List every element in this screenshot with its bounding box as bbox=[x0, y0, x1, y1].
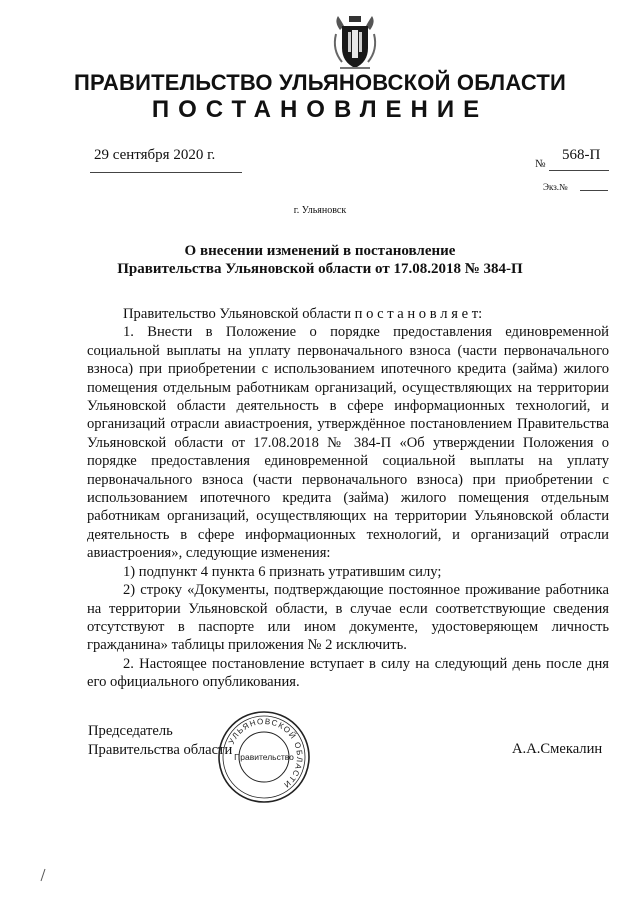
document-title bbox=[0, 242, 640, 278]
stray-pen-mark bbox=[38, 868, 48, 882]
signer-position-line-2: Правительства области bbox=[88, 742, 233, 758]
paragraph-1-item-2: 2) строку «Документы, подтверждающие постоянное проживание работника на территории Ульяновской области, в случае если соответствующие сведения отсутствуют в паспорте или ином документе, удостоверяющем личность гражданина» таблицы приложения № 2 исключить. bbox=[87, 582, 609, 654]
document-body bbox=[87, 305, 609, 692]
copy-number-label: Экз.№ bbox=[543, 182, 568, 192]
paragraph-2: 2. Настоящее постановление вступает в силу на следующий день после дня его официального опубликования. bbox=[87, 655, 609, 691]
copy-number-underline bbox=[580, 190, 608, 191]
coat-of-arms-emblem bbox=[330, 14, 380, 72]
document-type: ПОСТАНОВЛЕНИЕ bbox=[151, 96, 489, 123]
intro-paragraph: Правительство Ульяновской области п о с т а н о в л я е т: bbox=[123, 306, 483, 322]
stamp-center-text: Правительство bbox=[234, 752, 294, 762]
document-number: 568-П bbox=[562, 147, 601, 163]
paragraph-1-item-1: 1) подпункт 4 пункта 6 признать утратившим силу; bbox=[123, 563, 442, 580]
city-name: г. Ульяновск bbox=[293, 205, 347, 216]
number-sign: № bbox=[535, 158, 546, 170]
number-underline bbox=[549, 170, 609, 171]
paragraph-1: 1. Внести в Положение о порядке предоставления единовременной социальной выплаты на уплату первоначального взноса (части первоначального взноса) при приобретении с использованием ипотечного кредита (займа) жилого помещения отдельным работникам организаций, осуществляющих на территории Ульяновской области деятельность в сфере информационных технологий, и организаций отрасли авиастроения, утверждённое постановлением Правительства Ульяновской области от 17.08.2018 № 384-П «Об утверждении Положения о порядке предоставления единовременной социальной выплаты на уплату первоначального взноса (части первоначального взноса) при приобретении с использованием ипотечного кредита (займа) жилого помещения отдельным работникам организаций, осуществляющих на территории Ульяновской области деятельность в сфере информационных технологий, и организаций отрасли авиастроения», следующие изменения: bbox=[87, 324, 609, 562]
title-line-1: О внесении изменений в постановление bbox=[184, 243, 456, 259]
government-name: ПРАВИТЕЛЬСТВО УЛЬЯНОВСКОЙ ОБЛАСТИ bbox=[73, 70, 567, 95]
signer-position-line-1: Председатель bbox=[88, 723, 173, 739]
date-underline bbox=[90, 172, 242, 173]
official-stamp bbox=[216, 709, 312, 805]
title-line-2: Правительства Ульяновской области от 17.08.2018 № 384-П bbox=[117, 261, 523, 277]
signer-name: А.А.Смекалин bbox=[512, 741, 603, 757]
document-date: 29 сентября 2020 г. bbox=[94, 147, 216, 163]
stamp-ring-text: УЛЬЯНОВСКОЙ ОБЛАСТИ bbox=[226, 716, 305, 790]
signer-position bbox=[88, 722, 232, 760]
